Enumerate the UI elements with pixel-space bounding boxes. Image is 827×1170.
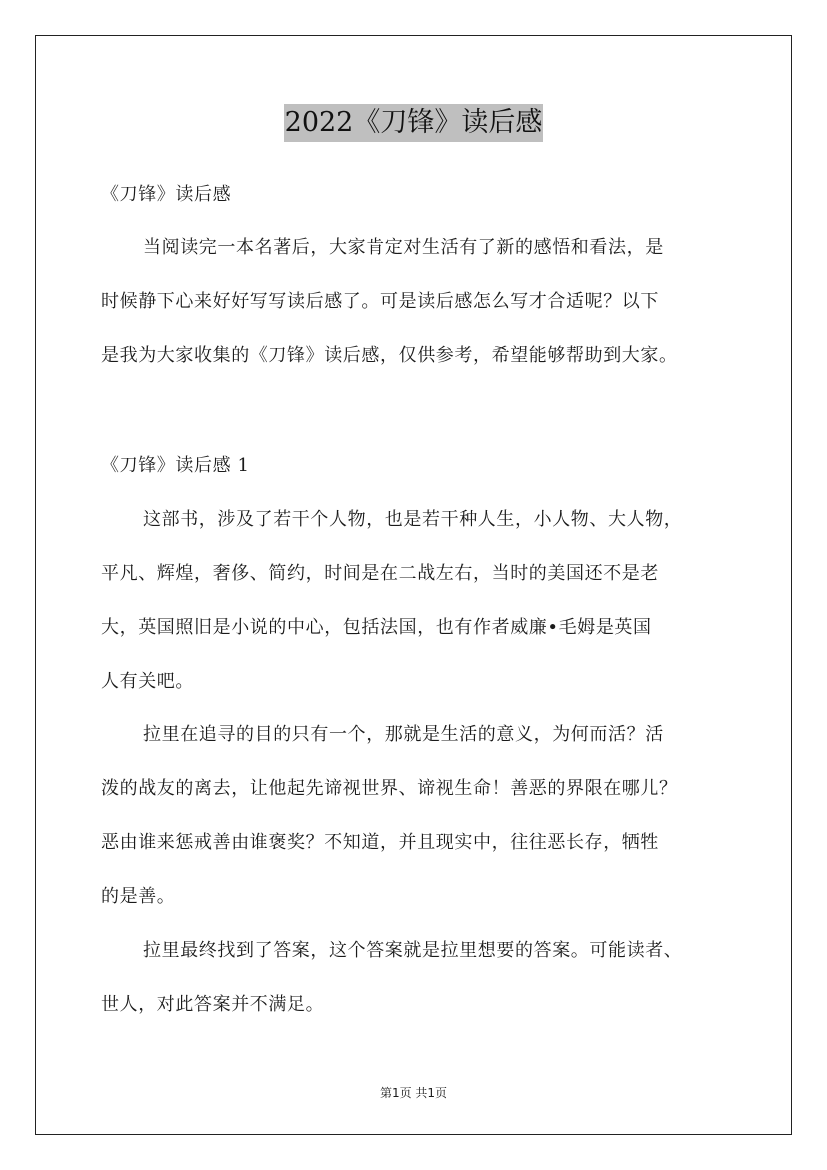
paragraph2-line-4: 的是善。: [101, 886, 176, 907]
section1-heading: 《刀锋》读后感 1: [101, 455, 250, 476]
paragraph2-line-2: 泼的战友的离去，让他起先谛视世界、谛视生命！善恶的界限在哪儿？: [101, 778, 678, 799]
paragraph1-line-2: 平凡、辉煌，奢侈、简约，时间是在二战左右，当时的美国还不是老: [101, 563, 659, 584]
paragraph2-line-1: 拉里在追寻的目的只有一个，那就是生活的意义，为何而活？活: [143, 724, 664, 745]
paragraph2-line-3: 恶由谁来惩戒善由谁褒奖？不知道，并且现实中，往往恶长存，牺牲: [101, 832, 659, 853]
paragraph1-line-1: 这部书，涉及了若干个人物，也是若干种人生，小人物、大人物，: [143, 509, 683, 530]
subheading: 《刀锋》读后感: [101, 184, 232, 205]
paragraph1-line-4: 人有关吧。: [101, 671, 194, 692]
intro-line-3: 是我为大家收集的《刀锋》读后感，仅供参考，希望能够帮助到大家。: [101, 345, 678, 366]
document-title-container: [0, 104, 827, 142]
intro-line-1: 当阅读完一本名著后，大家肯定对生活有了新的感悟和看法，是: [143, 237, 664, 258]
intro-line-2: 时候静下心来好好写写读后感了。可是读后感怎么写才合适呢？以下: [101, 291, 659, 312]
paragraph3-line-1: 拉里最终找到了答案，这个答案就是拉里想要的答案。可能读者、: [143, 940, 683, 961]
paragraph1-line-3: 大，英国照旧是小说的中心，包括法国，也有作者威廉•毛姆是英国: [101, 617, 652, 638]
page-footer: 第1页 共1页: [379, 1086, 448, 1100]
document-title: 2022《刀锋》读后感: [284, 104, 544, 142]
paragraph3-line-2: 世人，对此答案并不满足。: [101, 994, 325, 1015]
